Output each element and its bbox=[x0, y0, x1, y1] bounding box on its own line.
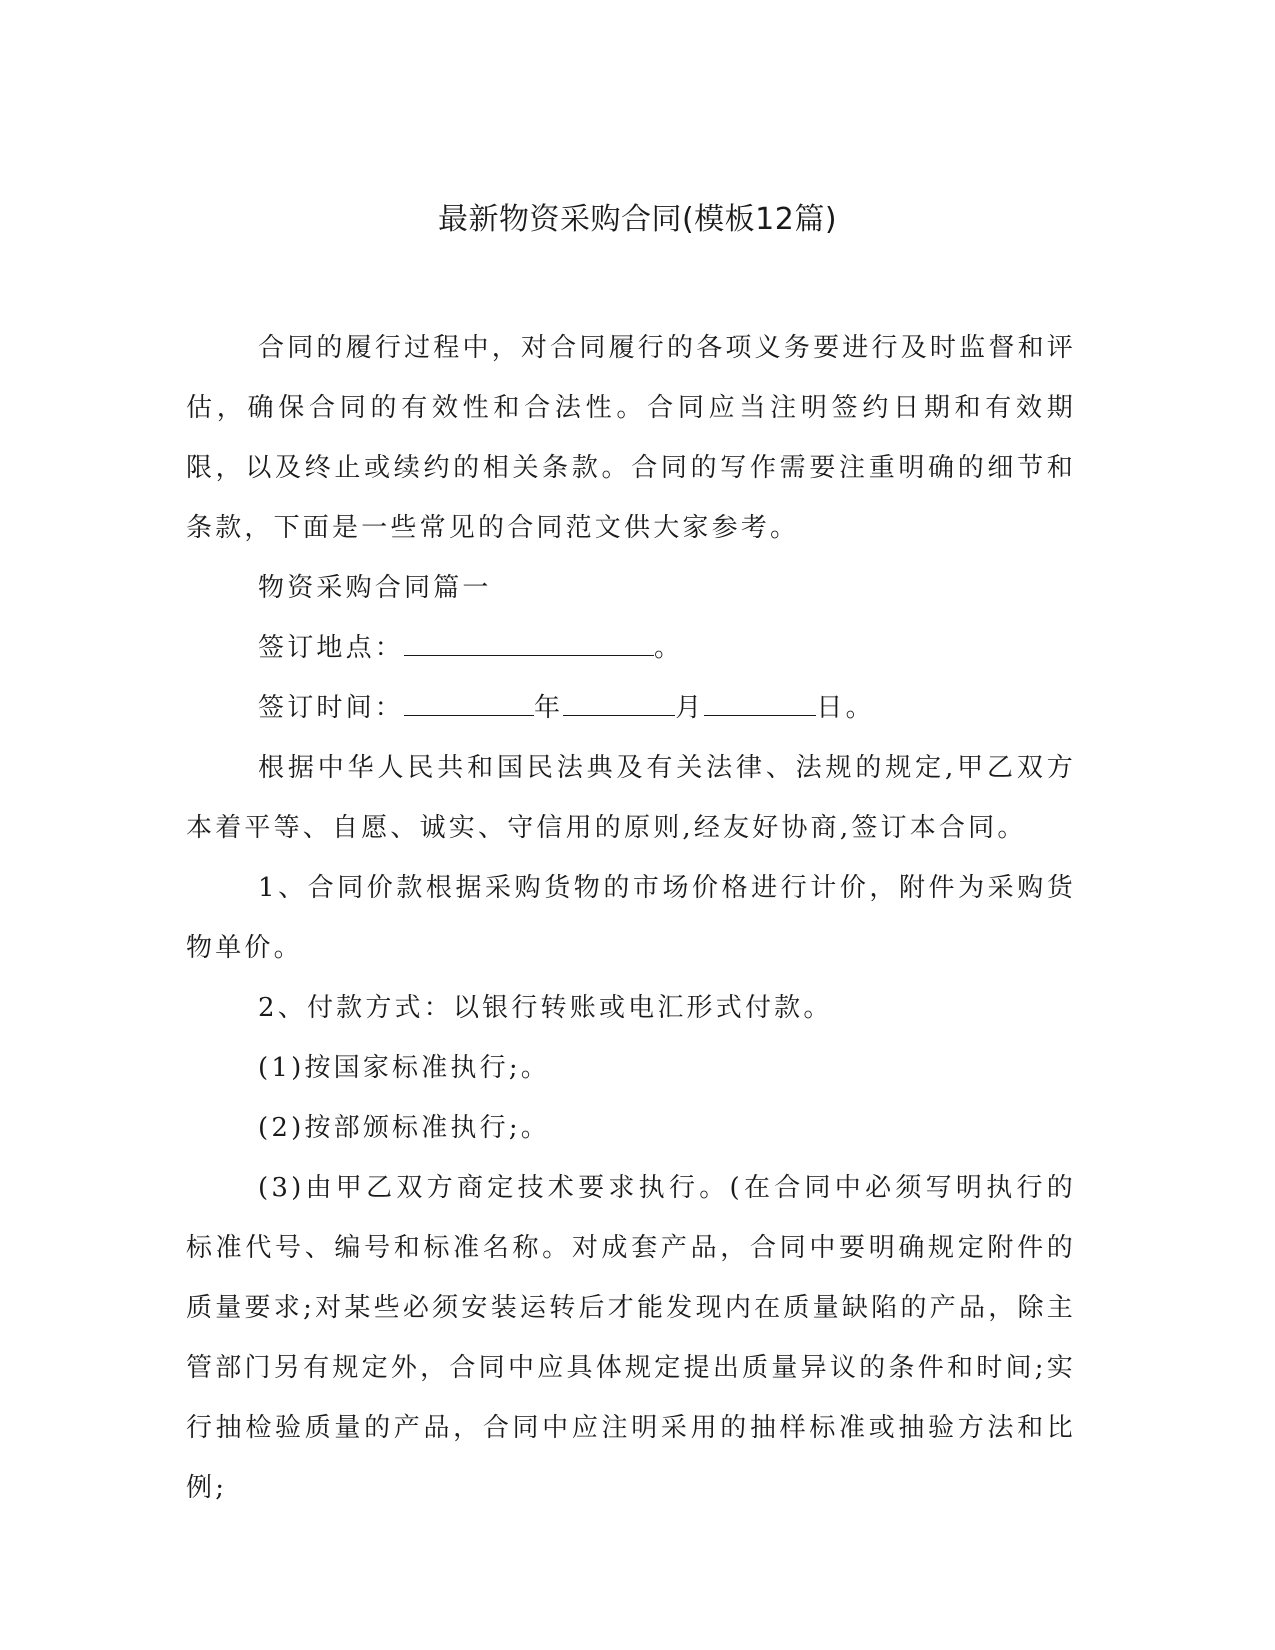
signing-month-label: 月 bbox=[675, 693, 705, 723]
signing-time-label: 签订时间： bbox=[258, 693, 405, 723]
signing-day-label: 日。 bbox=[816, 693, 875, 723]
signing-year-label: 年 bbox=[534, 693, 564, 723]
signing-month-blank bbox=[563, 691, 675, 716]
preamble-paragraph: 根据中华人民共和国民法典及有关法律、法规的规定,甲乙双方本着平等、自愿、诚实、守信用的原则,经友好协商,签订本合同。 bbox=[186, 753, 1076, 843]
document-body bbox=[186, 318, 1076, 1518]
standard-item-1: (1)按国家标准执行;。 bbox=[258, 1053, 550, 1083]
signing-day-blank bbox=[704, 691, 816, 716]
signing-place-label: 签订地点： bbox=[258, 633, 405, 663]
document-title: 最新物资采购合同(模板12篇) bbox=[437, 202, 838, 237]
intro-paragraph: 合同的履行过程中，对合同履行的各项义务要进行及时监督和评估，确保合同的有效性和合法性。合同应当注明签约日期和有效期限，以及终止或续约的相关条款。合同的写作需要注重明确的细节和条款，下面是一些常见的合同范文供大家参考。 bbox=[186, 333, 1076, 543]
clause-price-paragraph: 1、合同价款根据采购货物的市场价格进行计价，附件为采购货物单价。 bbox=[186, 873, 1076, 963]
signing-place-blank bbox=[404, 631, 654, 656]
signing-place-line bbox=[186, 618, 1076, 678]
signing-time-line bbox=[186, 678, 1076, 738]
signing-place-end: 。 bbox=[654, 633, 684, 663]
clause-payment-paragraph: 2、付款方式：以银行转账或电汇形式付款。 bbox=[258, 993, 833, 1023]
section-heading: 物资采购合同篇一 bbox=[258, 573, 492, 603]
standard-item-2: (2)按部颁标准执行;。 bbox=[258, 1113, 550, 1143]
standard-item-3: (3)由甲乙双方商定技术要求执行。(在合同中必须写明执行的标准代号、编号和标准名称。对成套产品，合同中要明确规定附件的质量要求;对某些必须安装运转后才能发现内在质量缺陷的产品，除主管部门另有规定外，合同中应具体规定提出质量异议的条件和时间;实行抽检验质量的产品，合同中应注明采用的抽样标准或抽验方法和比例; bbox=[186, 1173, 1076, 1503]
signing-year-blank bbox=[404, 691, 534, 716]
